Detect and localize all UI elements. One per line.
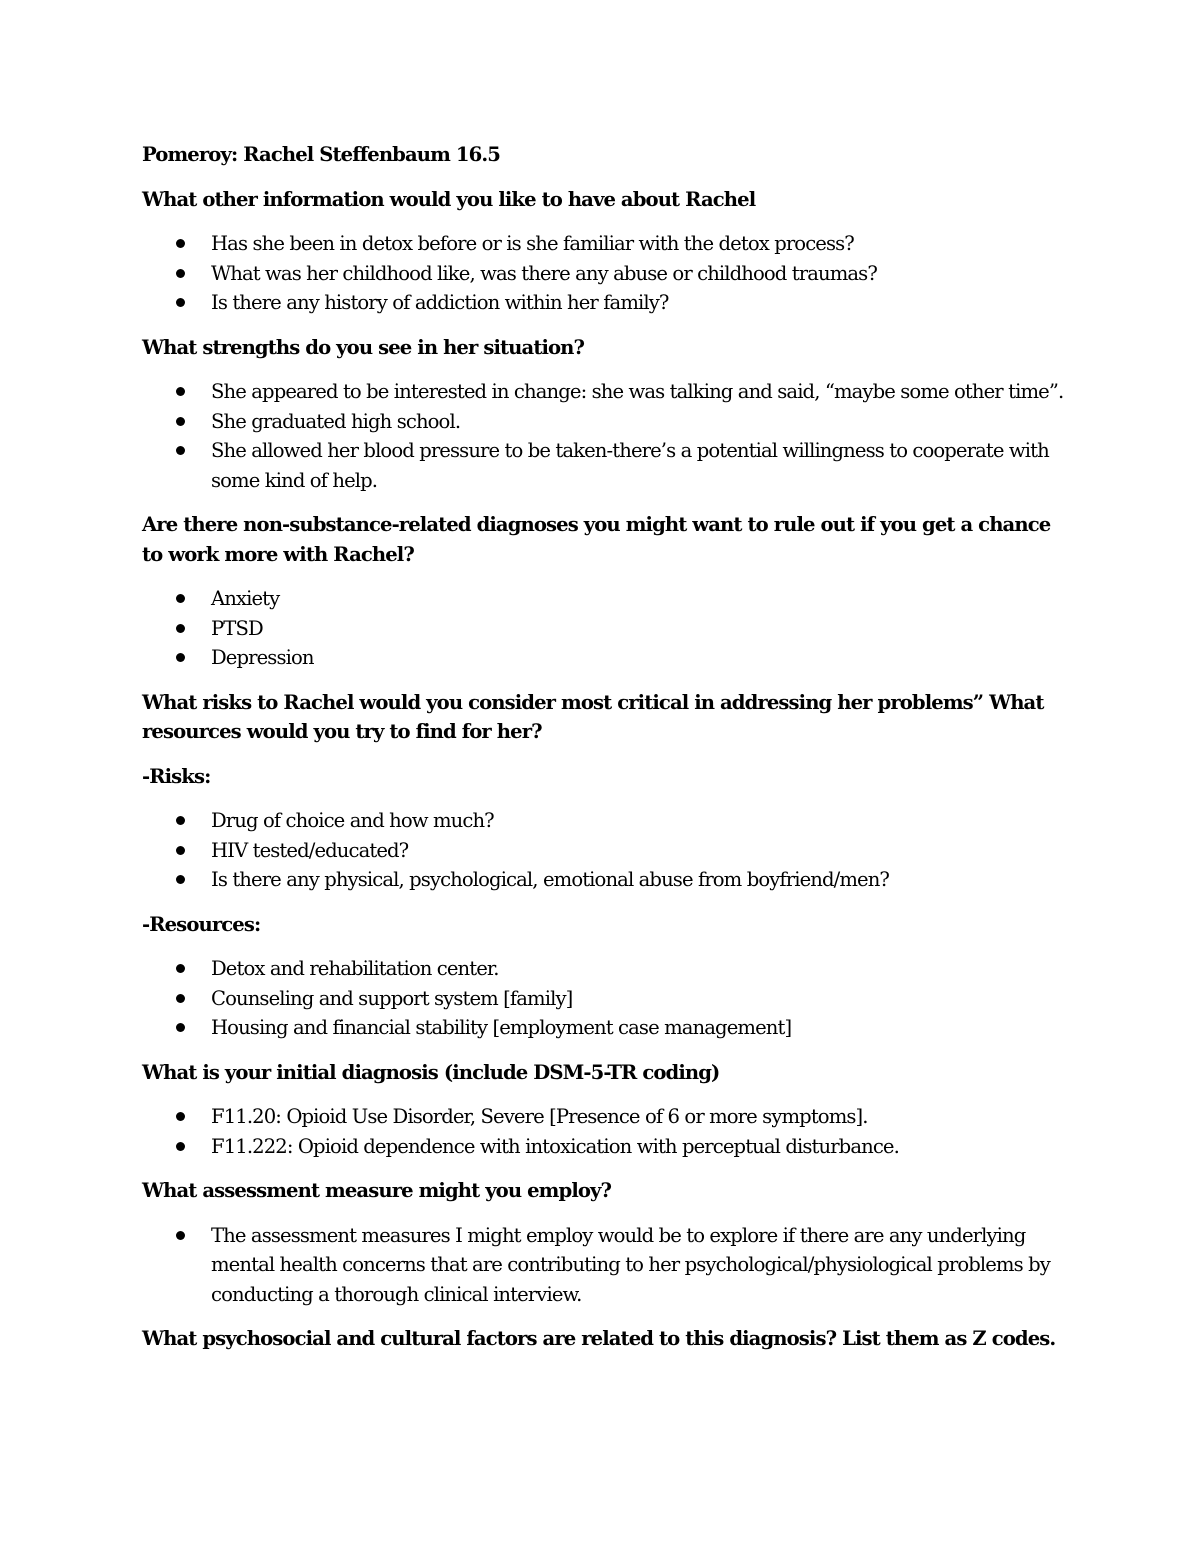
list-item [142, 377, 1072, 407]
list-item-text: Has she been in detox before or is she familiar with the detox process? [211, 232, 854, 255]
bullet-icon [176, 1023, 185, 1032]
list-item [142, 865, 1072, 895]
list-item [142, 407, 1072, 437]
bullet-icon [176, 298, 185, 307]
bullet-icon [176, 446, 185, 455]
list-item [142, 984, 1072, 1014]
list-item [142, 259, 1072, 289]
list-item-text: PTSD [211, 616, 263, 640]
bullet-list [142, 806, 1072, 895]
bullet-icon [176, 1231, 185, 1240]
bullet-list [142, 377, 1072, 495]
question-heading: What assessment measure might you employ? [142, 1179, 612, 1202]
list-item-text: Housing and financial stability [employment case management] [211, 1016, 792, 1039]
list-item [142, 229, 1072, 259]
list-item [142, 836, 1072, 866]
bullet-list [142, 1221, 1072, 1310]
bullet-list [142, 584, 1072, 673]
list-item-text: HIV tested/educated? [211, 838, 409, 862]
bullet-icon [176, 1142, 185, 1151]
list-item-text: Drug of choice and how much? [211, 809, 494, 832]
list-item [142, 806, 1072, 836]
list-item-text: F11.222: Opioid dependence with intoxication with perceptual disturbance. [211, 1134, 899, 1158]
question-heading: What psychosocial and cultural factors are related to this diagnosis? List them as Z codes. [142, 1327, 1056, 1350]
bullet-list [142, 1102, 1072, 1161]
list-item-text: Is there any physical, psychological, emotional abuse from boyfriend/men? [211, 868, 890, 891]
list-item [142, 1013, 1072, 1043]
bullet-icon [176, 417, 185, 426]
list-item [142, 1102, 1072, 1132]
list-item-text: Detox and rehabilitation center. [211, 957, 499, 980]
list-item-text: She graduated high school. [211, 409, 461, 433]
question-heading: What other information would you like to have about Rachel [142, 187, 756, 211]
list-item-text: Is there any history of addiction within her family? [211, 291, 669, 314]
bullet-icon [176, 387, 185, 396]
document-title: Pomeroy: Rachel Steffenbaum 16.5 [142, 143, 500, 166]
bullet-icon [176, 1112, 185, 1121]
list-item [142, 1132, 1072, 1162]
subsection-heading: -Risks: [142, 764, 211, 788]
bullet-icon [176, 239, 185, 248]
document-sections [142, 185, 1072, 1354]
question-heading: What strengths do you see in her situation? [142, 335, 585, 359]
list-item [142, 614, 1072, 644]
question-heading: What is your initial diagnosis (include DSM-5-TR coding) [142, 1060, 720, 1084]
list-item-text: Depression [211, 646, 314, 669]
list-item [142, 1221, 1072, 1310]
list-item-text: Anxiety [211, 587, 280, 610]
list-item [142, 584, 1072, 614]
list-item-text: The assessment measures I might employ would be to explore if there are any underlying mental health concerns that are contributing to her psychological/physiological problems by conducting a thorough clinical interview. [211, 1223, 1050, 1306]
list-item-text: Counseling and support system [family] [211, 986, 573, 1010]
list-item-text: She appeared to be interested in change: she was talking and said, “maybe some other time”. [211, 380, 1064, 403]
bullet-icon [176, 994, 185, 1003]
question-heading: What risks to Rachel would you consider most critical in addressing her problems” What resources would you try to find for her? [142, 690, 1044, 743]
question-heading: Are there non-substance-related diagnoses you might want to rule out if you get a chance to work more with Rachel? [142, 513, 1051, 566]
bullet-icon [176, 594, 185, 603]
list-item [142, 288, 1072, 318]
list-item [142, 643, 1072, 673]
list-item [142, 436, 1072, 495]
bullet-icon [176, 653, 185, 662]
bullet-icon [176, 816, 185, 825]
list-item-text: What was her childhood like, was there any abuse or childhood traumas? [211, 261, 877, 285]
list-item-text: She allowed her blood pressure to be taken-there’s a potential willingness to cooperate with some kind of help. [211, 439, 1049, 492]
list-item-text: F11.20: Opioid Use Disorder, Severe [Presence of 6 or more symptoms]. [211, 1105, 868, 1128]
document-page [142, 140, 1072, 1369]
bullet-icon [176, 269, 185, 278]
bullet-icon [176, 624, 185, 633]
bullet-icon [176, 846, 185, 855]
bullet-icon [176, 875, 185, 884]
bullet-list [142, 229, 1072, 318]
bullet-list [142, 954, 1072, 1043]
bullet-icon [176, 964, 185, 973]
subsection-heading: -Resources: [142, 912, 261, 936]
list-item [142, 954, 1072, 984]
